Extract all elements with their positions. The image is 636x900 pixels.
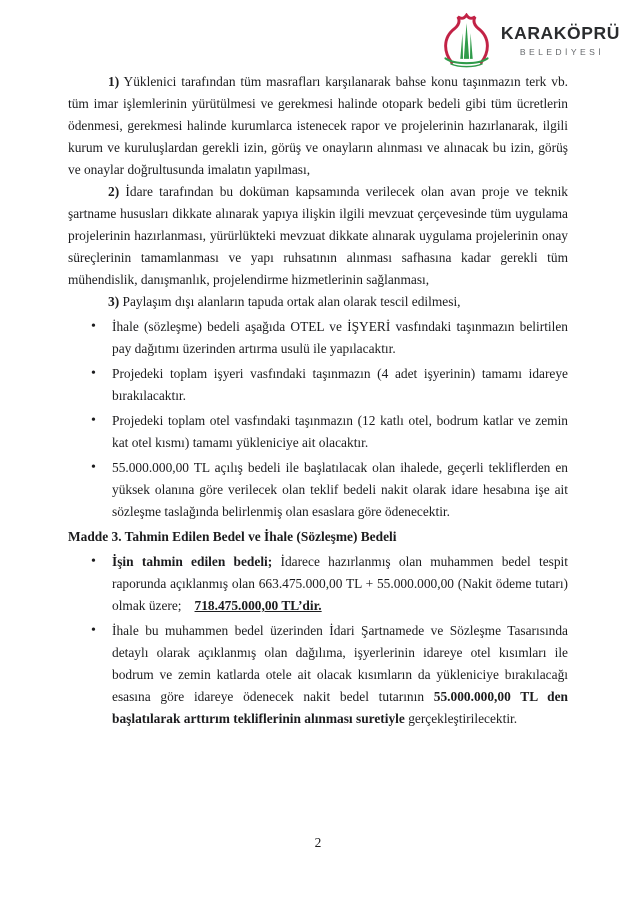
auction-text: İhale bu muhammen bedel üzerinden İdari Şartnamede ve Sözleşme Tasarısında detaylı olarak açıklanmış olan dağılıma, işyerlerinin idareye otel kısımları ile bodrum ve zemin katlarda otele ait olacak kısımların da yükleniciye bırakılacağı esasına göre idareye ödenecek nakit bedel tutarının [112, 623, 568, 704]
paragraph-text: Paylaşım dışı alanların tapuda ortak alan olarak tescil edilmesi, [119, 294, 461, 309]
paragraph-number: 3) [108, 294, 120, 309]
paragraph-text: Yüklenici tarafından tüm masrafları karşılanarak bahse konu taşınmazın terk vb. tüm imar işlemlerinin yürütülmesi ve gerekmesi halinde otopark bedeli gibi tüm ücretlerin ödenmesi, gerekmesi halinde kurumlarca istenecek rapor ve projelerinin hazırlanarak, ilgili kurum ve kuruluşlardan gerekli izin, görüş ve onayların alınması ve alınacak bu izin, görüş ve onaylar doğrultusunda imalatın yapılması, [68, 74, 568, 177]
list-item-text: Projedeki toplam işyeri vasfındaki taşınmazın (4 adet işyerinin) tamamı idareye bırakılacaktır. [112, 366, 568, 403]
paragraph-number: 1) [108, 74, 120, 89]
numbered-paragraph-1 [68, 71, 568, 181]
list-item-text: Projedeki toplam otel vasfındaki taşınmazın (12 katlı otel, bodrum katlar ve zemin kat otel kısmı) tamamı yükleniciye ait olacaktır. [112, 413, 568, 450]
list-item [112, 316, 568, 360]
estimate-label: İşin tahmin edilen bedeli; [112, 554, 273, 569]
list-item [112, 457, 568, 523]
list-item [112, 410, 568, 454]
estimate-text: İdarece hazırlanmış olan muhammen bedel tespit raporunda açıklanmış olan 663.475.000,00 TL + 55.000.000,00 (Nakit ödeme tutarı) olmak üzere; [112, 554, 568, 613]
list-item-auction-terms [112, 620, 568, 730]
share-distribution-list [68, 316, 568, 523]
logo-text [501, 24, 620, 58]
article-3-heading: Madde 3. Tahmin Edilen Bedel ve İhale (Sözleşme) Bedeli [68, 529, 397, 544]
list-item [112, 363, 568, 407]
auction-start-amount: 55.000.000,00 TL den başlatılarak arttırım tekliflerinin alınması suretiyle [112, 689, 568, 726]
page-number: 2 [314, 835, 322, 850]
logo-title: KARAKÖPRÜ [500, 22, 620, 43]
paragraph-text: İdare tarafından bu doküman kapsamında verilecek olan avan proje ve teknik şartname hususları dikkate alınarak yapıya ilişkin ilgili mevzuat çerçevesinde tüm uygulama projelerinin hazırlanması, yürürlükteki mevzuat dikkate alınarak uygulama projelerinin onay süreçlerinin tamamlanması ve yapı ruhsatının alınması safhasına kadar gerekli tüm mühendislik, danışmanlık, projelendirme hizmetlerinin sağlanması, [68, 184, 568, 287]
letterhead [439, 13, 620, 68]
total-amount: 718.475.000,00 TL’dir. [194, 598, 322, 613]
article-3-list [68, 551, 568, 730]
paragraph-number: 2) [108, 184, 120, 199]
document-body [68, 71, 568, 730]
list-item-text: İhale (sözleşme) bedeli aşağıda OTEL ve İŞYERİ vasfındaki taşınmazın belirtilen pay dağıtımı üzerinden artırma usulü ile yapılacaktır. [112, 319, 568, 356]
auction-text-end: gerçekleştirilecektir. [404, 711, 518, 726]
list-item-estimated-value [112, 551, 568, 617]
logo-subtitle: BELEDİYESİ [519, 46, 604, 57]
numbered-paragraph-2 [68, 181, 568, 291]
pomegranate-logo-icon [439, 13, 494, 68]
list-item-text: 55.000.000,00 TL açılış bedeli ile başlatılacak olan ihalede, geçerli tekliflerden en yüksek olanına göre verilecek olan teklif bedeli nakit olarak idare hesabına işe ait sözleşme taslağında belirlenmiş olan esaslara göre ödenecektir. [112, 460, 568, 519]
numbered-paragraph-3 [68, 291, 568, 313]
